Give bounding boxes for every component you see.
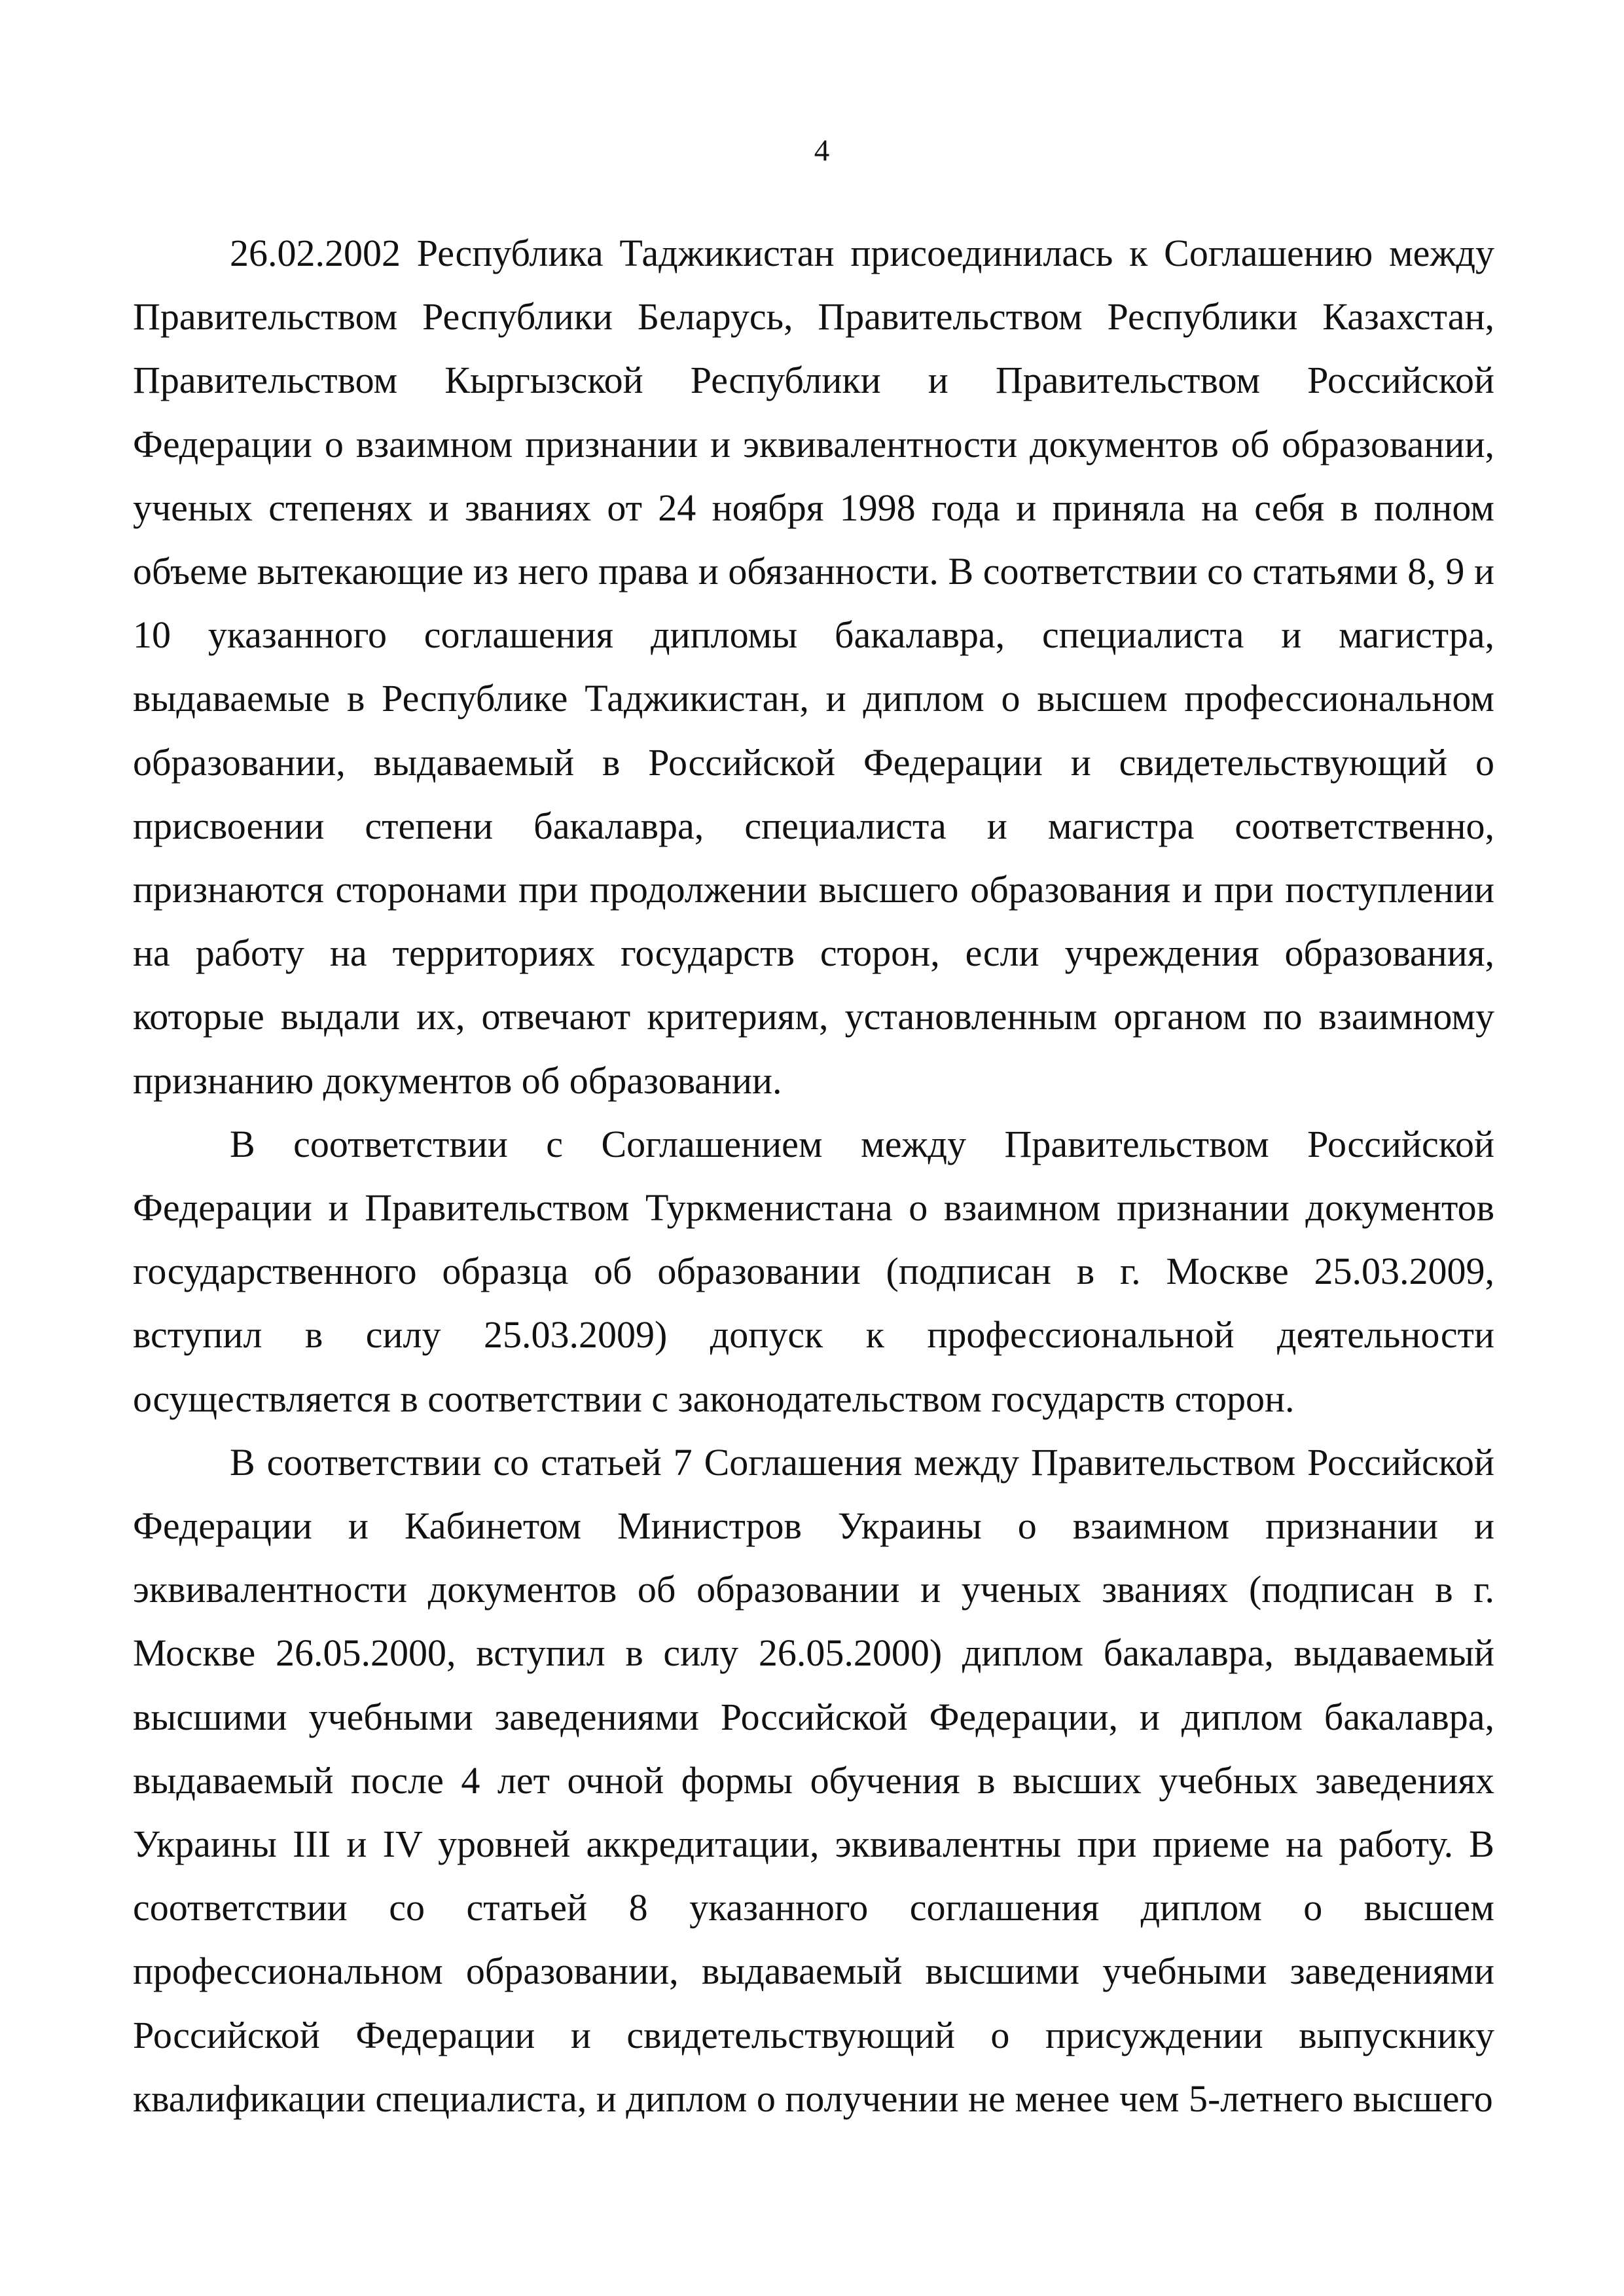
page-number: 4 bbox=[814, 134, 830, 168]
paragraph-turkmenistan-agreement: В соответствии с Соглашением между Правительством Российской Федерации и Правительством Туркменистана о взаимном признании документов государственного образца об образовании (подписан в г. Москве 25.03.2009, вступил в силу 25.03.2009) допуск к профессиональной деятельности осуществляется в соответствии с законодательством государств сторон. bbox=[133, 1122, 1494, 1420]
document-body bbox=[133, 221, 1494, 2130]
paragraph-ukraine-agreement: В соответствии со статьей 7 Соглашения между Правительством Российской Федерации и Кабинетом Министров Украины о взаимном признании и эквивалентности документов об образовании и ученых званиях (подписан в г. Москве 26.05.2000, вступил в силу 26.05.2000) диплом бакалавра, выдаваемый высшими учебными заведениями Российской Федерации, и диплом бакалавра, выдаваемый после 4 лет очной формы обучения в высших учебных заведениях Украины III и IV уровней аккредитации, эквивалентны при приеме на работу. В соответствии со статьей 8 указанного соглашения диплом о высшем профессиональном образовании, выдаваемый высшими учебными заведениями Российской Федерации и свидетельствующий о присуждении выпускнику квалификации специалиста, и диплом о получении не менее чем 5-летнего высшего bbox=[133, 1440, 1494, 2120]
paragraph-tajikistan-agreement: 26.02.2002 Республика Таджикистан присоединилась к Соглашению между Правительством Республики Беларусь, Правительством Республики Казахстан, Правительством Кыргызской Республики и Правительством Российской Федерации о взаимном признании и эквивалентности документов об образовании, ученых степенях и званиях от 24 ноября 1998 года и приняла на себя в полном объеме вытекающие из него права и обязанности. В соответствии со статьями 8, 9 и 10 указанного соглашения дипломы бакалавра, специалиста и магистра, выдаваемые в Республике Таджикистан, и диплом о высшем профессиональном образовании, выдаваемый в Российской Федерации и свидетельствующий о присвоении степени бакалавра, специалиста и магистра соответственно, признаются сторонами при продолжении высшего образования и при поступлении на работу на территориях государств сторон, если учреждения образования, которые выдали их, отвечают критериям, установленным органом по взаимному признанию документов об образовании. bbox=[133, 232, 1494, 1102]
